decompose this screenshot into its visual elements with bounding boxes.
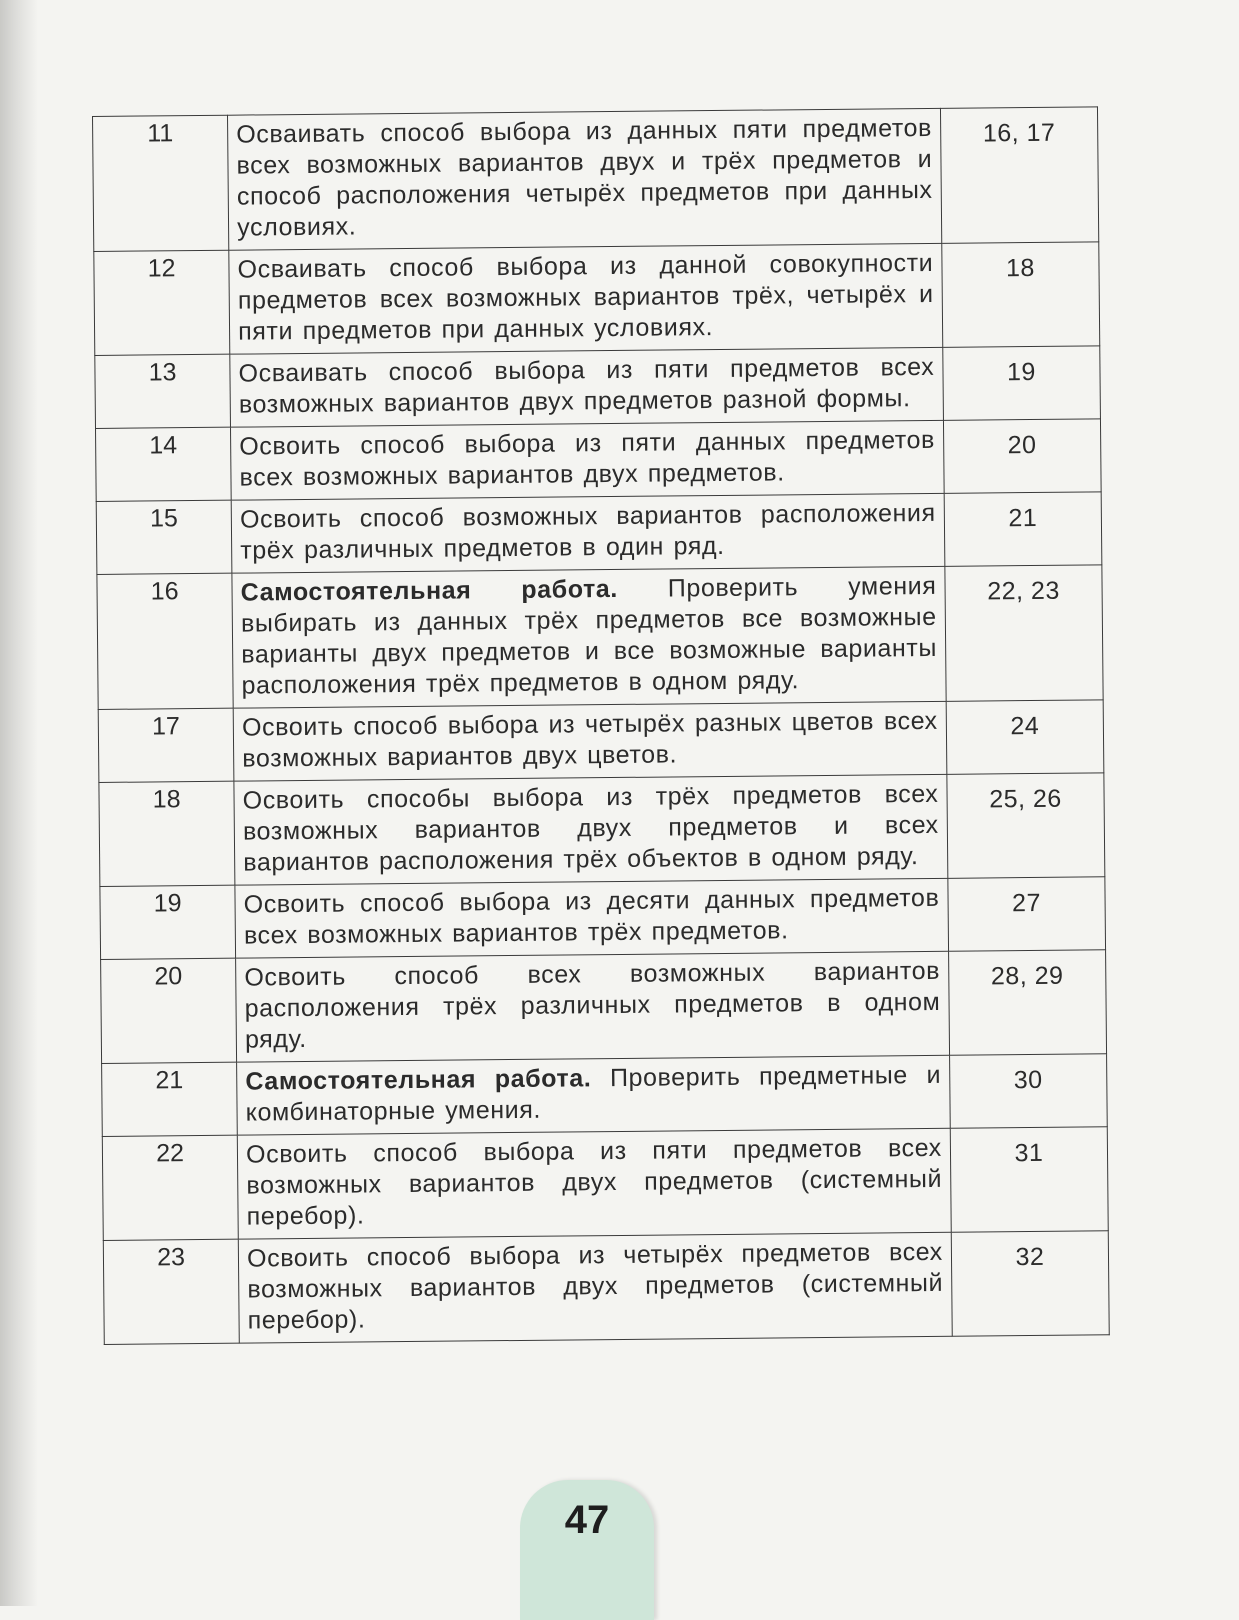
table-row [102, 1054, 1108, 1137]
lesson-number: 18 [99, 781, 235, 886]
lesson-text: Освоить способ выбора из десяти данных предметов всех возможных вариантов трёх предметов. [244, 884, 940, 950]
table-row [100, 877, 1106, 960]
lesson-description [235, 878, 948, 958]
lesson-description [236, 951, 950, 1062]
lesson-pages: 27 [948, 877, 1106, 952]
lesson-description [230, 347, 943, 427]
lesson-text: Освоить способ выбора из четырёх предметов всех возможных вариантов двух предметов (системный перебор). [247, 1238, 943, 1335]
lesson-pages: 18 [942, 242, 1100, 348]
lesson-text: Освоить способ всех возможных вариантов расположения трёх различных предметов в одном ряду. [244, 957, 940, 1054]
lesson-pages: 21 [944, 492, 1102, 567]
lesson-pages: 19 [943, 346, 1101, 421]
table-row [98, 700, 1104, 783]
page-binding-shadow [0, 0, 38, 1606]
lesson-bold-label: Самостоятельная работа. [241, 575, 618, 607]
lesson-description [229, 243, 943, 354]
lesson-description [238, 1232, 952, 1343]
page-number: 47 [520, 1498, 654, 1543]
lesson-number: 13 [95, 354, 231, 428]
lesson-text: Проверить умения выбирать из данных трёх предметов все возможные варианты двух предметов и все возможные варианты расположения трёх предметов в одном ряду. [241, 572, 937, 700]
lesson-description [233, 701, 946, 781]
lesson-text: Освоить способ выбора из пяти предметов всех возможных вариантов двух предметов (системный перебор). [246, 1134, 942, 1231]
lesson-number: 14 [95, 427, 231, 501]
lesson-pages: 25, 26 [947, 773, 1105, 879]
lesson-number: 20 [101, 958, 237, 1063]
lesson-text: Проверить предметные и комбинаторные умения. [246, 1061, 942, 1127]
lesson-text: Освоить способ выбора из пяти данных предметов всех возможных вариантов двух предметов. [239, 426, 935, 492]
lesson-number: 19 [100, 885, 236, 959]
lesson-number: 11 [93, 115, 229, 251]
lesson-number: 12 [94, 250, 230, 355]
lesson-text: Освоить способы выбора из трёх предметов всех возможных вариантов двух предметов и всех вариантов расположения трёх объектов в одном ряду. [243, 780, 939, 877]
lesson-description [231, 493, 944, 573]
lesson-pages: 20 [943, 419, 1101, 494]
lesson-number: 16 [97, 573, 233, 709]
lesson-table [92, 106, 1110, 1345]
lesson-description [232, 566, 946, 708]
lesson-pages: 16, 17 [940, 107, 1098, 244]
lesson-text: Осваивать способ выбора из пяти предметов всех возможных вариантов двух предметов разной формы. [238, 353, 934, 419]
lesson-pages: 28, 29 [948, 950, 1106, 1056]
lesson-number: 22 [102, 1135, 238, 1240]
table-row [95, 419, 1101, 502]
lesson-description [228, 108, 942, 250]
lesson-description [234, 774, 948, 885]
table-row [103, 1231, 1109, 1345]
lesson-table-body [93, 107, 1110, 1345]
lesson-description [231, 420, 944, 500]
lesson-pages: 30 [949, 1054, 1107, 1129]
lesson-number: 23 [103, 1239, 239, 1344]
lesson-pages: 24 [946, 700, 1104, 775]
table-row [99, 773, 1105, 887]
table-row [97, 565, 1103, 710]
lesson-text: Освоить способ выбора из четырёх разных цветов всех возможных вариантов двух цветов. [242, 707, 938, 773]
lesson-number: 21 [102, 1062, 238, 1136]
table-row [94, 242, 1100, 356]
table-row [101, 950, 1107, 1064]
table-row [95, 346, 1101, 429]
lesson-text: Осваивать способ выбора из данных пяти предметов всех возможных вариантов двух и трёх предметов и способ расположения четырёх предметов при данных условиях. [236, 114, 933, 242]
lesson-bold-label: Самостоятельная работа. [245, 1064, 591, 1095]
lesson-table-wrapper [92, 106, 1110, 1345]
lesson-pages: 31 [950, 1127, 1108, 1233]
page-number-tab [520, 1480, 654, 1620]
lesson-number: 15 [96, 500, 232, 574]
lesson-pages: 22, 23 [945, 565, 1103, 702]
lesson-text: Осваивать способ выбора из данной совокупности предметов всех возможных вариантов трёх, четырёх и пяти предметов при данных условиях. [237, 249, 933, 346]
lesson-description [237, 1128, 951, 1239]
lesson-pages: 32 [951, 1231, 1109, 1337]
lesson-description [237, 1055, 950, 1135]
table-row [102, 1127, 1108, 1241]
lesson-number: 17 [98, 708, 234, 782]
table-row [96, 492, 1102, 575]
table-row [93, 107, 1099, 252]
lesson-text: Освоить способ возможных вариантов расположения трёх различных предметов в один ряд. [240, 499, 936, 565]
